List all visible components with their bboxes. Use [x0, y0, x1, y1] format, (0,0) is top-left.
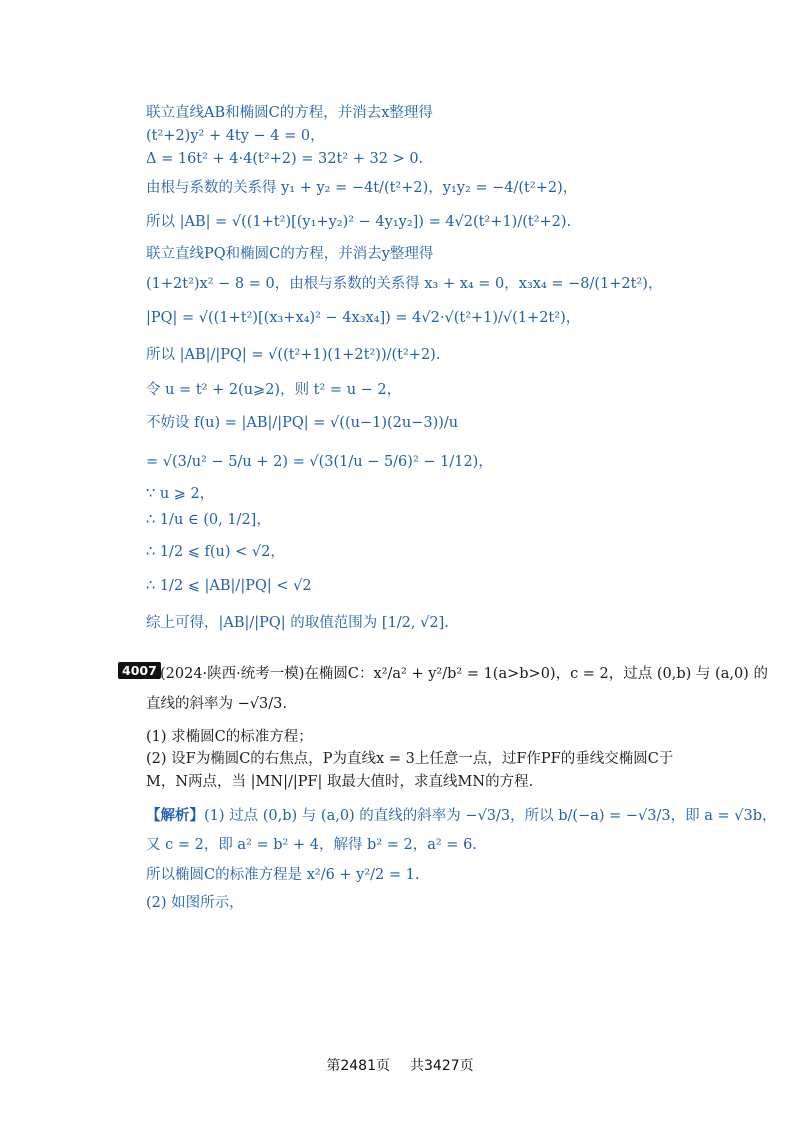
solution-line: 联立直线PQ和椭圆C的方程，并消去y整理得: [146, 246, 434, 262]
problem-line: (1) 求椭圆C的标准方程；: [146, 729, 313, 745]
solution-line: ∴ 1/2 ⩽ |AB|/|PQ| < √2: [146, 578, 312, 594]
solution-line: (t²+2)y² + 4ty − 4 = 0，: [146, 128, 325, 144]
problem-line: (2024·陕西·统考一模)在椭圆C：x²/a² + y²/b² = 1(a>b>0)，c = 2，过点 (0,b) 与 (a,0) 的: [160, 666, 768, 682]
solution-line: ∵ u ⩾ 2，: [146, 486, 215, 502]
analysis-label: 【解析】: [146, 807, 204, 824]
page-number: 第2481页: [326, 1058, 390, 1074]
solution-line: 令 u = t² + 2(u⩾2)，则 t² = u − 2，: [146, 382, 402, 398]
analysis-line: [146, 806, 777, 826]
problem-line: (2) 设F为椭圆C的右焦点，P为直线x = 3上任意一点，过F作PF的垂线交椭圆C于: [146, 751, 674, 767]
problem-line: 直线的斜率为 −√3/3.: [146, 696, 287, 712]
solution-line: 不妨设 f(u) = |AB|/|PQ| = √((u−1)(2u−3))/u: [146, 415, 459, 431]
problem-number-badge: 4007: [118, 662, 161, 679]
page-footer: [0, 1055, 800, 1075]
page-total: 共3427页: [410, 1058, 474, 1074]
analysis-text: (1) 过点 (0,b) 与 (a,0) 的直线的斜率为 −√3/3，所以 b/(−a) = −√3/3，即 a = √3b，: [204, 808, 777, 824]
solution-line: 联立直线AB和椭圆C的方程，并消去x整理得: [146, 105, 433, 121]
analysis-line: 又 c = 2，即 a² = b² + 4，解得 b² = 2，a² = 6.: [146, 837, 477, 853]
solution-line: 由根与系数的关系得 y₁ + y₂ = −4t/(t²+2)，y₁y₂ = −4/(t²+2)，: [146, 180, 578, 196]
solution-line: |PQ| = √((1+t²)[(x₃+x₄)² − 4x₃x₄]) = 4√2·√(t²+1)/√(1+2t²)，: [146, 310, 581, 326]
solution-line: ∴ 1/2 ⩽ f(u) < √2，: [146, 544, 285, 560]
solution-line: (1+2t²)x² − 8 = 0，由根与系数的关系得 x₃ + x₄ = 0，x₃x₄ = −8/(1+2t²)，: [146, 276, 663, 292]
problem-line: M，N两点，当 |MN|/|PF| 取最大值时，求直线MN的方程.: [146, 774, 534, 790]
solution-line: Δ = 16t² + 4·4(t²+2) = 32t² + 32 > 0.: [146, 151, 424, 167]
solution-line: 所以 |AB| = √((1+t²)[(y₁+y₂)² − 4y₁y₂]) = 4√2(t²+1)/(t²+2).: [146, 214, 572, 230]
solution-line: = √(3/u² − 5/u + 2) = √(3(1/u − 5/6)² − 1/12)，: [146, 454, 493, 470]
solution-line: ∴ 1/u ∈ (0, 1/2]，: [146, 512, 271, 528]
solution-line: 所以 |AB|/|PQ| = √((t²+1)(1+2t²))/(t²+2).: [146, 347, 441, 363]
solution-line: 综上可得，|AB|/|PQ| 的取值范围为 [1/2, √2].: [146, 615, 449, 631]
analysis-line: (2) 如图所示，: [146, 895, 244, 911]
analysis-line: 所以椭圆C的标准方程是 x²/6 + y²/2 = 1.: [146, 867, 420, 883]
